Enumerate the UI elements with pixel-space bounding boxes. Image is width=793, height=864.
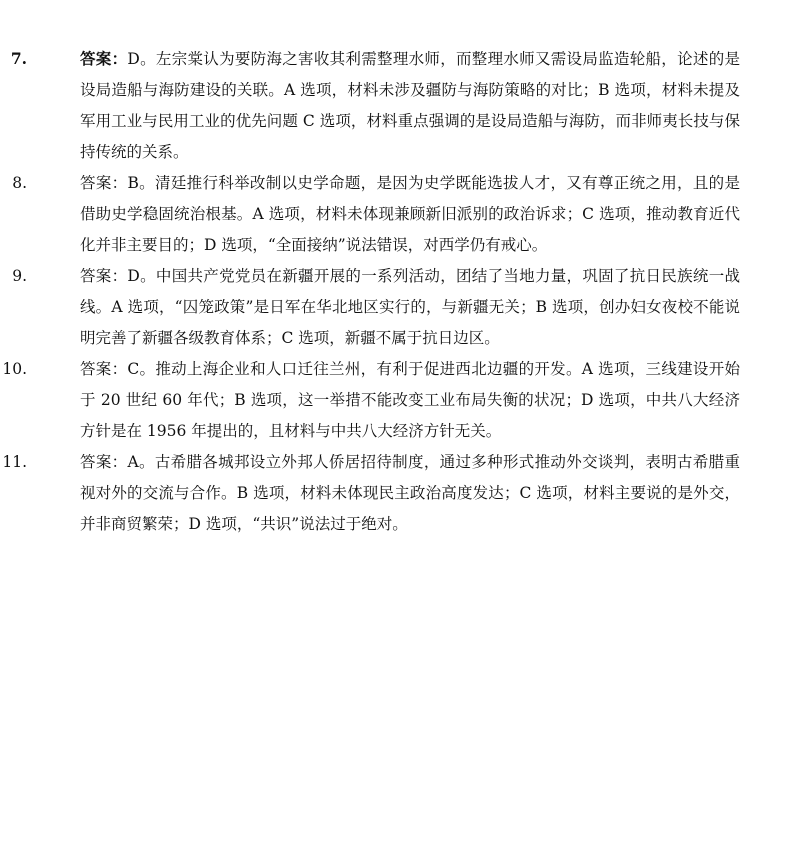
answer-item-8 [0,168,740,261]
answer-list [0,43,793,540]
answer-label: 答案： [80,453,128,471]
answer-number: 7. [10,49,27,68]
answer-item-7 [0,43,740,168]
answer-text: C。推动上海企业和人口迁往兰州，有利于促进西北边疆的开发。A 选项，三线建设开始于 20 世纪 60 年代；B 选项，这一举措不能改变工业布局失衡的状况；D 选项，中共八大经济方针是在 1956 年提出的，且材料与中共八大经济方针无关。 [80,360,740,440]
answer-number: 11. [2,453,27,471]
answer-text: D。左宗棠认为要防海之害收其利需整理水师，而整理水师又需设局监造轮船，论述的是设局造船与海防建设的关联。A 选项，材料未涉及疆防与海防策略的对比；B 选项，材料未提及军用工业与民用工业的优先问题 C 选项，材料重点强调的是设局造船与海防，而非师夷长技与保持传统的关系。 [80,50,740,161]
answer-number: 8. [12,174,27,192]
answer-label: 答案： [80,267,128,285]
answer-label: 答案： [80,174,128,192]
answer-number: 10. [2,360,27,378]
answer-text: A。古希腊各城邦设立外邦人侨居招待制度，通过多种形式推动外交谈判，表明古希腊重视对外的交流与合作。B 选项，材料未体现民主政治高度发达；C 选项，材料主要说的是外交，并非商贸繁荣；D 选项，“共识”说法过于绝对。 [80,453,740,533]
answer-text: B。清廷推行科举改制以史学命题，是因为史学既能选拔人才，又有尊正统之用，且的是借助史学稳固统治根基。A 选项，材料未体现兼顾新旧派别的政治诉求；C 选项，推动教育近代化并非主要目的；D 选项，“全面接纳”说法错误，对西学仍有戒心。 [80,174,740,254]
answer-item-11 [0,447,740,540]
answer-number: 9. [12,267,27,285]
answer-text: D。中国共产党党员在新疆开展的一系列活动，团结了当地力量，巩固了抗日民族统一战线。A 选项，“囚笼政策”是日军在华北地区实行的，与新疆无关；B 选项，创办妇女夜校不能说明完善了新疆各级教育体系；C 选项，新疆不属于抗日边区。 [80,267,740,347]
answer-label: 答案： [80,49,128,68]
answer-label: 答案： [80,360,128,378]
answer-item-10 [0,354,740,447]
answer-item-9 [0,261,740,354]
